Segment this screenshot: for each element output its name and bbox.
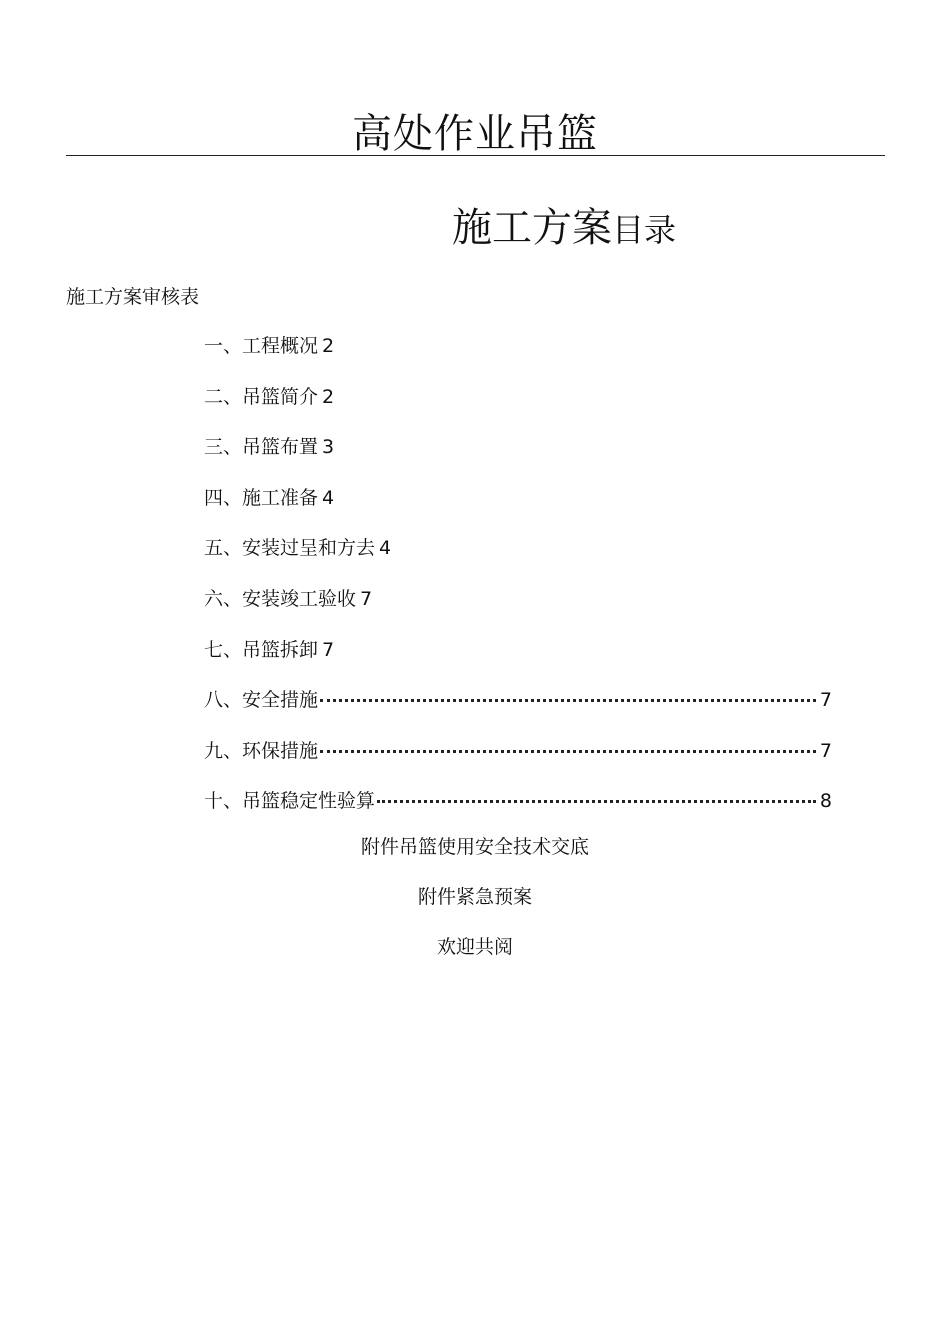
toc-entry-label: 九、环保措施 [204, 739, 319, 762]
subtitle-suffix: 目录 [612, 211, 677, 249]
closing-note: 欢迎共阅 [436, 936, 513, 958]
subtitle-main: 施工方案 [452, 205, 612, 251]
review-table-heading: 施工方案审核表 [66, 286, 200, 308]
toc-entry-page: 7 [360, 587, 373, 610]
toc-entry-label: 四、施工准备 [204, 486, 319, 509]
toc-leader [320, 687, 816, 702]
toc-entry[interactable] [204, 788, 832, 839]
toc-entry-page: 8 [819, 790, 832, 813]
toc-entry[interactable] [204, 586, 832, 637]
toc-leader [377, 788, 816, 803]
toc-entry-label: 六、安装竣工验收 [204, 587, 357, 610]
toc-entry-page: 7 [819, 739, 832, 762]
toc-entry-label: 三、吊篮布置 [204, 436, 319, 459]
toc-entry-label: 五、安装过呈和方去 [204, 537, 376, 560]
toc-entry[interactable] [204, 384, 832, 435]
document-title: 高处作业吊篮 [352, 111, 598, 157]
toc-entry[interactable] [204, 485, 832, 536]
toc-entry-page: 7 [322, 638, 335, 661]
toc-leader [320, 738, 816, 753]
toc-entry-page: 2 [322, 335, 335, 357]
appendix-emergency-plan: 附件紧急预案 [417, 886, 532, 908]
toc-entry[interactable] [204, 434, 832, 485]
toc-entry-page: 2 [322, 385, 335, 408]
document-subtitle [452, 200, 676, 261]
toc-entry[interactable] [204, 738, 832, 789]
toc-entry-label: 十、吊篮稳定性验算 [204, 790, 376, 813]
toc-entry-page: 4 [379, 537, 392, 560]
toc-entry-page: 7 [819, 689, 832, 712]
toc-entry[interactable] [204, 535, 832, 586]
toc-entry-page: 3 [322, 436, 335, 459]
toc-entry-label: 一、工程概况 [204, 335, 319, 357]
toc-entry-label: 八、安全措施 [204, 689, 319, 712]
title-underline [66, 155, 885, 156]
toc-entry[interactable] [204, 637, 832, 688]
table-of-contents [204, 333, 832, 839]
appendix-safety-briefing: 附件吊篮使用安全技术交底 [360, 836, 589, 858]
toc-entry[interactable] [204, 687, 832, 738]
toc-entry-label: 二、吊篮简介 [204, 385, 319, 408]
toc-entry-label: 七、吊篮拆卸 [204, 638, 319, 661]
toc-entry-page: 4 [322, 486, 335, 509]
toc-entry[interactable] [204, 333, 832, 384]
